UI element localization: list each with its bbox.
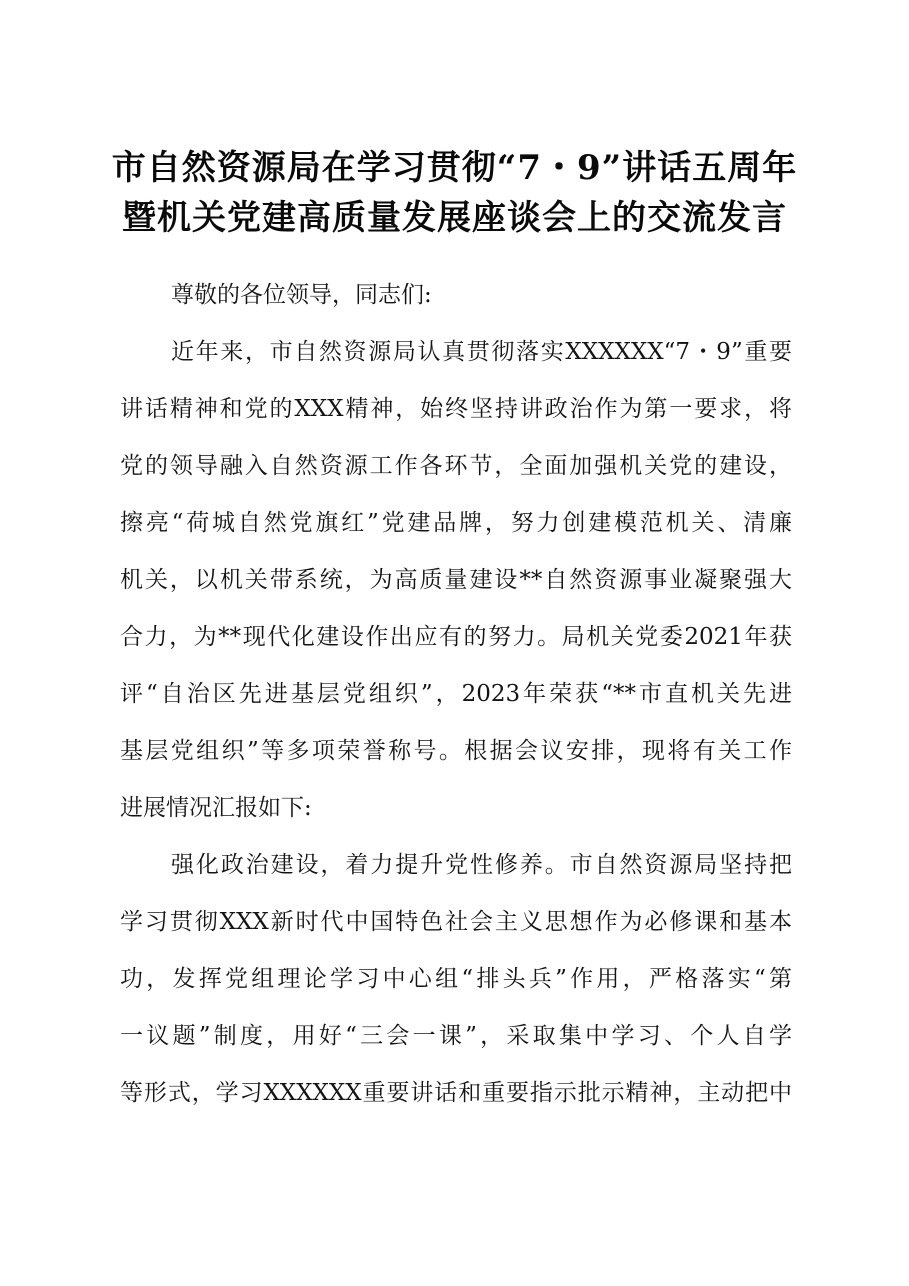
paragraph-2-line: 等形式，学习XXXXXX重要讲话和重要指示批示精神，主动把中 — [120, 1080, 792, 1106]
paragraph-1-line: 近年来，市自然资源局认真贯彻落实XXXXXX“7・9”重要 — [171, 339, 792, 365]
paragraph-1-line: 讲话精神和党的XXX精神，始终坚持讲政治作为第一要求，将 — [120, 396, 792, 422]
paragraph-1-line: 机关，以机关带系统，为高质量建设**自然资源事业凝聚强大 — [120, 567, 792, 593]
paragraph-2-line: 学习贯彻XXX新时代中国特色社会主义思想作为必修课和基本 — [120, 909, 792, 935]
paragraph-1-line: 合力，为**现代化建设作出应有的努力。局机关党委2021年获 — [120, 624, 792, 650]
salutation: 尊敬的各位领导，同志们: — [171, 282, 432, 308]
paragraph-1-line: 进展情况汇报如下: — [120, 795, 312, 821]
paragraph-1-line: 基层党组织”等多项荣誉称号。根据会议安排，现将有关工作 — [120, 738, 792, 764]
document-title-line-1: 市自然资源局在学习贯彻“7・9”讲话五周年 — [111, 148, 798, 188]
paragraph-2-line: 强化政治建设，着力提升党性修养。市自然资源局坚持把 — [171, 852, 792, 878]
document-title-line-2: 暨机关党建高质量发展座谈会上的交流发言 — [122, 198, 787, 238]
paragraph-2-line: 功，发挥党组理论学习中心组“排头兵”作用，严格落实“第 — [120, 966, 792, 992]
paragraph-2-line: 一议题”制度，用好“三会一课”，采取集中学习、个人自学 — [120, 1023, 792, 1049]
paragraph-1-line: 党的领导融入自然资源工作各环节，全面加强机关党的建设， — [120, 453, 792, 479]
paragraph-1-line: 擦亮“荷城自然党旗红”党建品牌，努力创建模范机关、清廉 — [120, 510, 792, 536]
paragraph-1-line: 评“自治区先进基层党组织”，2023年荣获“**市直机关先进 — [120, 681, 792, 707]
